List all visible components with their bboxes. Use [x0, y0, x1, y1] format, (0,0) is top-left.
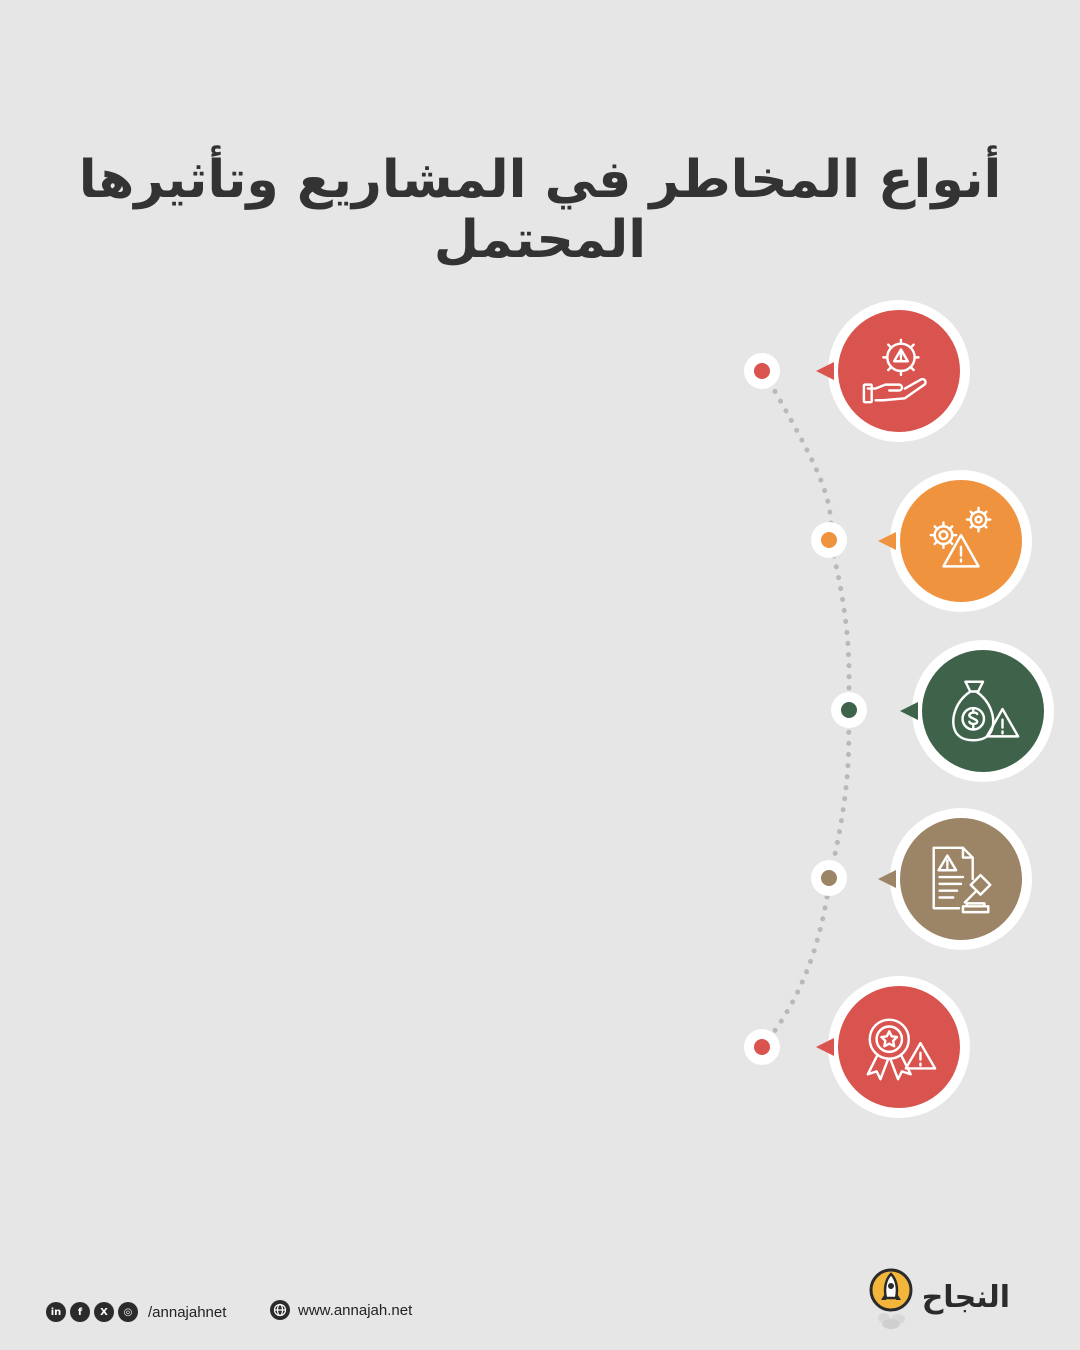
timeline-dot [744, 353, 780, 389]
timeline-dot [744, 1029, 780, 1065]
compliance-risk-badge [890, 808, 1032, 950]
social-handle[interactable]: /annajahnet [148, 1303, 227, 1321]
website-link[interactable] [270, 1300, 412, 1320]
document-gavel-icon [922, 840, 1000, 918]
x-icon[interactable]: X [94, 1302, 114, 1322]
financial-risk-badge [912, 640, 1054, 782]
strategic-risk-badge [828, 300, 970, 442]
gears-warning-icon [922, 502, 1000, 580]
badge-warning-icon [860, 1008, 938, 1086]
gear-hand-warning-icon [860, 332, 938, 410]
globe-icon [270, 1300, 290, 1320]
facebook-icon[interactable]: f [70, 1302, 90, 1322]
operational-risk-badge [890, 470, 1032, 612]
reputation-risk-badge [828, 976, 970, 1118]
timeline-dot [831, 692, 867, 728]
timeline-dot [811, 522, 847, 558]
social-links [46, 1300, 226, 1324]
timeline-dot [811, 860, 847, 896]
brand-logo [868, 1262, 1010, 1332]
money-bag-warning-icon [944, 672, 1022, 750]
linkedin-icon[interactable]: in [46, 1302, 66, 1322]
brand-name: النجاح [921, 1279, 1010, 1315]
rocket-logo-icon [868, 1262, 914, 1332]
page-title: أنواع المخاطر في المشاريع وتأثيرها المحتمل [78, 150, 1002, 270]
website-url: www.annajah.net [298, 1301, 413, 1319]
instagram-icon[interactable]: ◎ [118, 1302, 138, 1322]
